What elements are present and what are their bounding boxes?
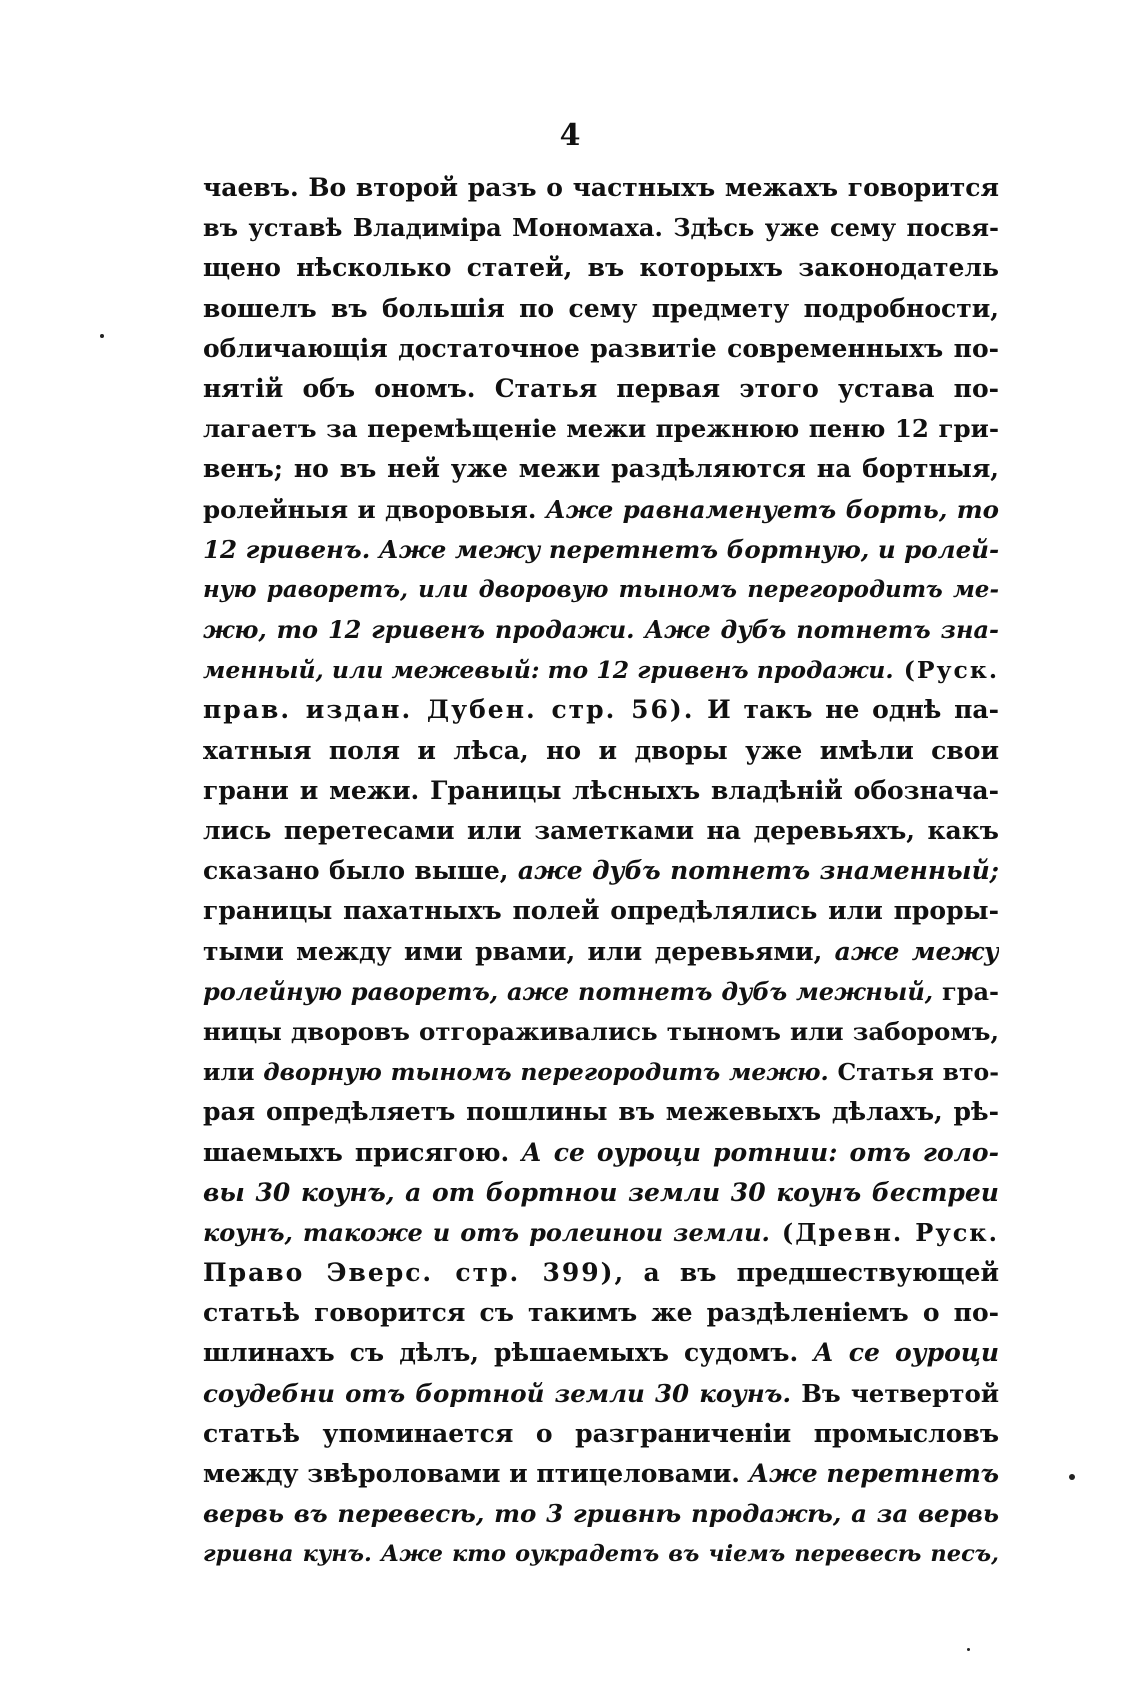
text-segment: аже межу xyxy=(834,936,999,966)
text-segment: венъ; но въ ней уже межи раздѣляются на бортныя, xyxy=(203,454,999,484)
text-line xyxy=(203,490,999,530)
text-line xyxy=(203,1414,999,1454)
text-segment: вервь въ перевесѣ, то 3 гривнѣ продажѣ, а за вервь xyxy=(203,1499,999,1529)
text-segment: соудебни отъ бортной земли 30 коунъ. xyxy=(203,1378,792,1408)
text-line xyxy=(203,690,999,730)
text-segment: дворную тыномъ перегородитъ межю. xyxy=(263,1058,829,1087)
text-segment: рая опредѣляетъ пошлины въ межевыхъ дѣлахъ, рѣ- xyxy=(203,1097,999,1127)
text-segment: А се оуроци xyxy=(813,1338,999,1368)
text-segment: между звѣроловами и птицеловами. xyxy=(203,1459,749,1488)
text-segment: И такъ не однѣ па- xyxy=(694,695,999,725)
text-line xyxy=(203,369,999,409)
text-line xyxy=(203,248,999,288)
text-segment: обличающія достаточное развитіе современныхъ по- xyxy=(203,333,999,363)
ink-speck xyxy=(1069,1474,1075,1480)
text-segment: хатныя поля и лѣса, но и дворы уже имѣли свои xyxy=(203,735,999,765)
text-segment: шаемыхъ присягою. xyxy=(203,1137,522,1167)
text-segment: Аже равнаменуетъ борть, то xyxy=(545,494,999,524)
text-segment: или xyxy=(203,1058,264,1087)
text-line xyxy=(203,168,999,208)
text-line xyxy=(203,1012,999,1052)
text-segment: ролейную раворетъ, аже потнетъ дубъ межный, xyxy=(203,976,934,1006)
text-segment: вы 30 коунъ, а от бортнои земли 30 коунъ бестреи xyxy=(203,1177,999,1207)
text-segment: менный, или межевый: то 12 гривенъ продажи. xyxy=(203,656,894,685)
body-text xyxy=(203,168,999,1575)
text-segment: Право Эверс. стр. 399) xyxy=(203,1258,615,1288)
text-segment: лагаетъ за перемѣщеніе межи прежнюю пеню 12 гри- xyxy=(203,414,999,444)
text-line xyxy=(203,208,999,248)
text-segment: чаевъ. Во второй разъ о частныхъ межахъ говорится xyxy=(203,173,999,202)
text-line xyxy=(203,409,999,449)
ink-speck xyxy=(967,1648,970,1651)
text-line xyxy=(203,1374,999,1414)
text-line xyxy=(203,1293,999,1333)
text-segment: грани и межи. Границы лѣсныхъ владѣній обознача- xyxy=(203,775,999,805)
text-segment: ролейныя и дворовыя. xyxy=(203,494,546,524)
text-line xyxy=(203,1454,999,1494)
text-line xyxy=(203,1173,999,1213)
text-segment: Статья вто- xyxy=(828,1058,999,1087)
text-line xyxy=(203,771,999,811)
text-segment: нятій объ ономъ. Статья первая этого устава по- xyxy=(203,373,999,403)
text-line xyxy=(203,1052,999,1092)
page-number: 4 xyxy=(559,118,581,153)
text-line xyxy=(203,449,999,489)
text-segment: 12 гривенъ. Аже межу перетнетъ бортную, и ролей- xyxy=(203,534,999,564)
text-line xyxy=(203,1333,999,1373)
text-segment: сказано было выше, xyxy=(203,856,518,886)
text-line xyxy=(203,972,999,1012)
text-segment: Аже перетнетъ xyxy=(748,1459,999,1488)
text-segment: границы пахатныхъ полей опредѣлялись или проры- xyxy=(203,896,999,926)
text-line xyxy=(203,932,999,972)
text-line xyxy=(203,891,999,931)
text-line xyxy=(203,1494,999,1534)
text-segment: вошелъ въ большія по сему предмету подробности, xyxy=(203,293,999,323)
text-segment: (Руск. xyxy=(893,656,999,685)
text-segment: щено нѣсколько статей, въ которыхъ законодатель xyxy=(203,253,999,283)
text-segment: гра- xyxy=(933,976,999,1006)
text-segment: гривна кунъ. Аже кто оукрадетъ въ чіемъ перевесѣ песъ, xyxy=(203,1541,999,1568)
text-segment: А се оуроци ротнии: отъ голо- xyxy=(521,1137,999,1167)
text-line xyxy=(203,851,999,891)
text-segment: статьѣ упоминается о разграниченіи промысловъ xyxy=(203,1418,999,1448)
text-line xyxy=(203,731,999,771)
text-segment: статьѣ говорится съ такимъ же раздѣленіемъ о по- xyxy=(203,1298,999,1328)
text-segment: шлинахъ съ дѣлъ, рѣшаемыхъ судомъ. xyxy=(203,1338,814,1368)
text-segment: лись перетесами или заметками на деревьяхъ, какъ xyxy=(203,816,999,845)
text-segment: , а въ предшествующей xyxy=(614,1258,999,1288)
text-segment: Въ четвертой xyxy=(791,1378,999,1408)
text-segment: аже дубъ потнетъ знаменный; xyxy=(517,856,999,886)
text-segment: ницы дворовъ отгораживались тыномъ или заборомъ, xyxy=(203,1016,999,1046)
text-line xyxy=(203,1253,999,1293)
text-segment: (Древн. Руск. xyxy=(769,1217,999,1247)
text-segment: коунъ, такоже и отъ ролеинои земли. xyxy=(203,1217,770,1247)
text-line xyxy=(203,570,999,610)
ink-speck xyxy=(100,334,104,338)
text-line xyxy=(203,1534,999,1574)
text-line xyxy=(203,1213,999,1253)
text-line xyxy=(203,610,999,650)
text-line xyxy=(203,329,999,369)
text-line xyxy=(203,530,999,570)
text-line xyxy=(203,811,999,851)
text-segment: ную раворетъ, или дворовую тыномъ перегородитъ ме- xyxy=(203,575,999,603)
text-segment: жю, то 12 гривенъ продажи. Аже дубъ потнетъ зна- xyxy=(203,615,999,645)
text-line xyxy=(203,650,999,690)
text-segment: тыми между ими рвами, или деревьями, xyxy=(203,936,835,966)
text-line xyxy=(203,1092,999,1132)
text-segment: въ уставѣ Владиміра Мономаха. Здѣсь уже сему посвя- xyxy=(203,213,999,243)
text-line xyxy=(203,289,999,329)
text-segment: прав. издан. Дубен. стр. 56). xyxy=(203,695,695,725)
text-line xyxy=(203,1133,999,1173)
